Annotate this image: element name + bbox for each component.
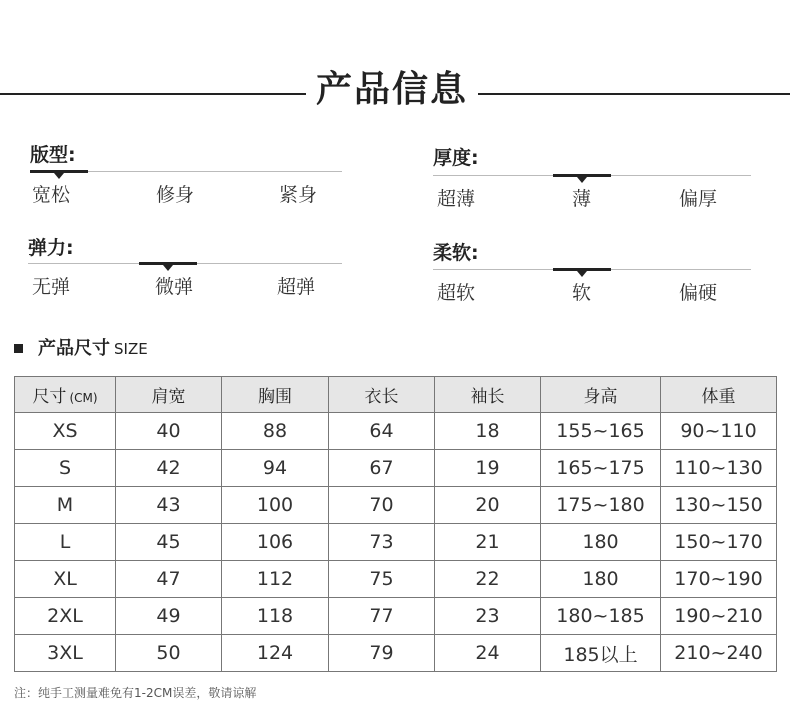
measurement-note: 注：纯手工测量难免有1-2CM误差，敬请谅解 — [14, 686, 257, 700]
attr-softness — [433, 238, 751, 308]
attr-elasticity-option-1: 无弹 — [32, 276, 71, 298]
table-cell: 118 — [222, 598, 329, 635]
table-cell: 75 — [329, 561, 435, 598]
col-header-length: 衣长 — [329, 377, 435, 413]
header-rule-right — [478, 93, 790, 95]
attr-thickness-label: 厚度: — [433, 147, 479, 169]
info-header — [0, 64, 790, 120]
size-section-title-cn: 产品尺寸 — [38, 338, 110, 359]
table-cell: M — [15, 487, 116, 524]
table-row — [15, 635, 777, 672]
attr-elasticity-label: 弹力: — [28, 237, 74, 259]
size-section-title-en: SIZE — [114, 340, 148, 358]
table-cell: 110~130 — [661, 450, 777, 487]
table-row — [15, 450, 777, 487]
col-header-size-label: 尺寸 — [32, 387, 67, 407]
attr-elasticity-option-2: 微弹 — [155, 276, 194, 298]
table-cell: 3XL — [15, 635, 116, 672]
attr-thickness-option-3: 偏厚 — [679, 188, 718, 210]
table-cell: 124 — [222, 635, 329, 672]
table-cell: 19 — [435, 450, 541, 487]
table-cell: 155~165 — [541, 413, 661, 450]
table-row — [15, 524, 777, 561]
size-table — [14, 376, 777, 672]
square-bullet-icon — [14, 344, 23, 353]
table-cell: 45 — [116, 524, 222, 561]
attr-elasticity-option-3: 超弹 — [277, 276, 316, 298]
table-cell: 73 — [329, 524, 435, 561]
attr-thickness — [433, 143, 751, 213]
table-cell: 94 — [222, 450, 329, 487]
table-cell: 170~190 — [661, 561, 777, 598]
table-cell: 112 — [222, 561, 329, 598]
col-header-sleeve: 袖长 — [435, 377, 541, 413]
col-header-chest: 胸围 — [222, 377, 329, 413]
table-cell: 79 — [329, 635, 435, 672]
table-cell: 150~170 — [661, 524, 777, 561]
table-cell: 20 — [435, 487, 541, 524]
size-table-header-row — [15, 377, 777, 413]
table-cell: 180~185 — [541, 598, 661, 635]
attr-elasticity-indicator — [139, 262, 197, 265]
table-cell: 180 — [541, 524, 661, 561]
table-cell: 23 — [435, 598, 541, 635]
attr-softness-option-3: 偏硬 — [679, 282, 718, 304]
attr-fit-option-3: 紧身 — [279, 184, 318, 206]
table-cell: XL — [15, 561, 116, 598]
table-cell: 49 — [116, 598, 222, 635]
table-cell: 18 — [435, 413, 541, 450]
col-header-size-unit: (CM) — [69, 391, 98, 405]
table-cell: 24 — [435, 635, 541, 672]
attr-fit — [30, 140, 342, 210]
table-row — [15, 413, 777, 450]
table-row — [15, 487, 777, 524]
page-title: 产品信息 — [315, 69, 468, 110]
table-cell: 50 — [116, 635, 222, 672]
attr-thickness-option-1: 超薄 — [437, 188, 476, 210]
table-cell: 21 — [435, 524, 541, 561]
table-cell: 77 — [329, 598, 435, 635]
table-cell: S — [15, 450, 116, 487]
table-cell: 2XL — [15, 598, 116, 635]
attr-thickness-option-2: 薄 — [572, 188, 592, 210]
table-cell: 43 — [116, 487, 222, 524]
table-cell: 210~240 — [661, 635, 777, 672]
attr-thickness-indicator — [553, 174, 611, 177]
attr-fit-option-1: 宽松 — [32, 184, 71, 206]
attr-softness-indicator — [553, 268, 611, 271]
table-cell: 67 — [329, 450, 435, 487]
table-cell: 88 — [222, 413, 329, 450]
attr-softness-label: 柔软: — [433, 242, 479, 264]
attr-fit-label: 版型: — [30, 144, 76, 166]
table-cell: XS — [15, 413, 116, 450]
table-cell: 106 — [222, 524, 329, 561]
table-cell: L — [15, 524, 116, 561]
attr-softness-option-2: 软 — [572, 282, 592, 304]
col-header-height: 身高 — [541, 377, 661, 413]
table-cell: 165~175 — [541, 450, 661, 487]
col-header-shoulder: 肩宽 — [116, 377, 222, 413]
size-section-title — [38, 336, 148, 362]
table-cell: 190~210 — [661, 598, 777, 635]
table-cell: 180 — [541, 561, 661, 598]
table-cell: 175~180 — [541, 487, 661, 524]
attr-elasticity — [28, 233, 342, 303]
table-cell: 70 — [329, 487, 435, 524]
table-cell: 64 — [329, 413, 435, 450]
table-cell: 90~110 — [661, 413, 777, 450]
table-cell: 40 — [116, 413, 222, 450]
table-cell: 47 — [116, 561, 222, 598]
table-cell: 100 — [222, 487, 329, 524]
table-row — [15, 598, 777, 635]
attr-fit-option-2: 修身 — [156, 184, 195, 206]
table-cell: 130~150 — [661, 487, 777, 524]
attr-fit-indicator — [30, 170, 88, 173]
table-cell: 185以上 — [541, 635, 661, 672]
header-rule-left — [0, 93, 306, 95]
col-header-size — [15, 377, 116, 413]
col-header-weight: 体重 — [661, 377, 777, 413]
table-cell: 42 — [116, 450, 222, 487]
table-row — [15, 561, 777, 598]
table-cell: 22 — [435, 561, 541, 598]
attr-softness-option-1: 超软 — [437, 282, 476, 304]
